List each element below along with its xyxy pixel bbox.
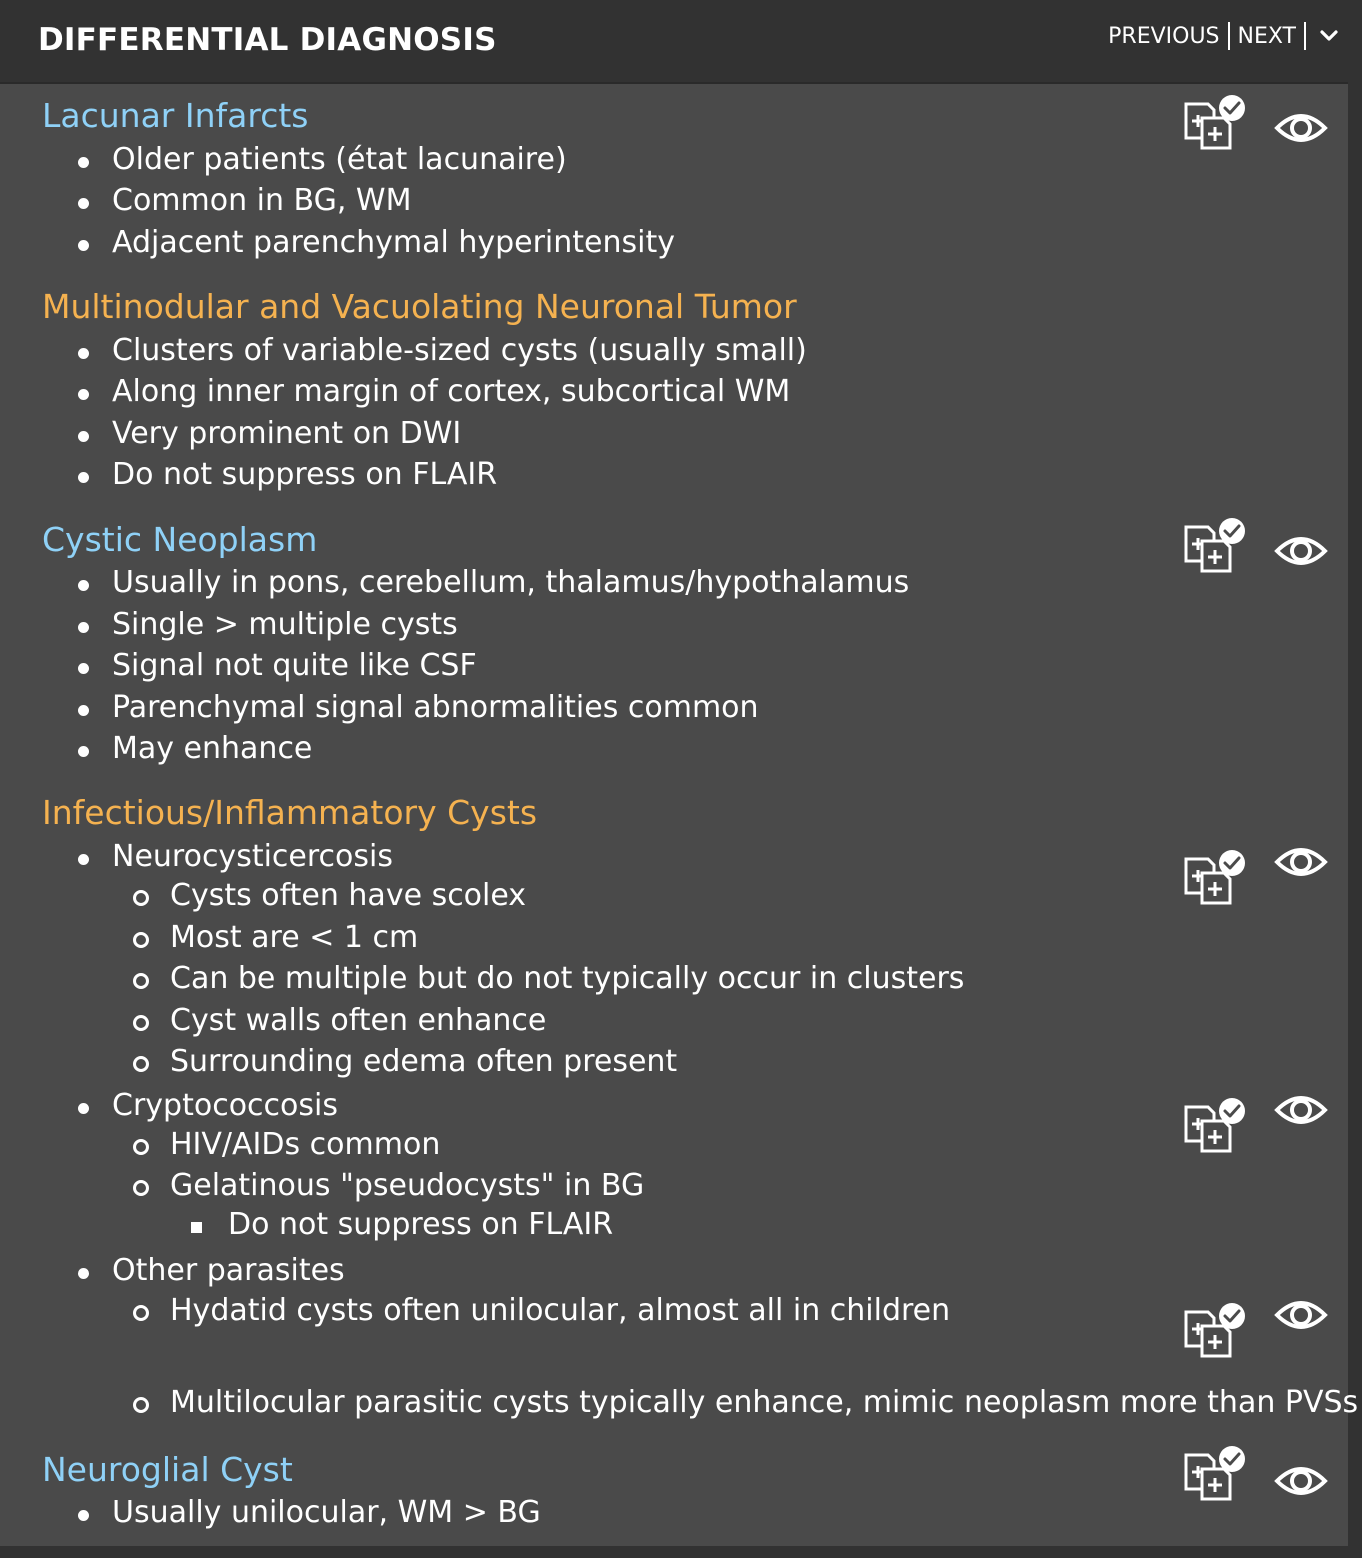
bullet bbox=[78, 348, 89, 359]
compare-cases-icon[interactable] bbox=[1182, 1302, 1248, 1358]
list-item: May enhance bbox=[112, 731, 312, 766]
eye-icon[interactable] bbox=[1274, 842, 1328, 882]
list-item: Parenchymal signal abnormalities common bbox=[112, 690, 759, 725]
compare-cases-icon[interactable] bbox=[1182, 1445, 1248, 1501]
list-item: Older patients (état lacunaire) bbox=[112, 142, 567, 177]
page-title: DIFFERENTIAL DIAGNOSIS bbox=[38, 22, 497, 58]
bullet bbox=[133, 1397, 149, 1413]
list-item: Usually unilocular, WM > BG bbox=[112, 1495, 541, 1530]
previous-button[interactable]: PREVIOUS bbox=[1108, 23, 1220, 49]
list-item: Clusters of variable-sized cysts (usually small) bbox=[112, 333, 807, 368]
nav-divider bbox=[1304, 22, 1306, 50]
list-item-neurocysticercosis[interactable]: Neurocysticercosis bbox=[112, 839, 393, 874]
next-button[interactable]: NEXT bbox=[1237, 23, 1296, 49]
bullet bbox=[133, 890, 149, 906]
panel-header bbox=[0, 0, 1348, 84]
bullet bbox=[78, 622, 89, 633]
list-item: Cysts often have scolex bbox=[170, 878, 526, 913]
bullet bbox=[133, 1139, 149, 1155]
list-item-hydatid-cysts[interactable]: Hydatid cysts often unilocular, almost all in children bbox=[170, 1293, 950, 1328]
bullet bbox=[191, 1222, 202, 1233]
list-item: Cyst walls often enhance bbox=[170, 1003, 546, 1038]
list-item: Do not suppress on FLAIR bbox=[228, 1207, 613, 1242]
heading-cystic-neoplasm[interactable]: Cystic Neoplasm bbox=[42, 520, 318, 559]
bullet bbox=[78, 472, 89, 483]
list-item: Single > multiple cysts bbox=[112, 607, 458, 642]
list-item: HIV/AIDs common bbox=[170, 1127, 440, 1162]
list-item: Gelatinous "pseudocysts" in BG bbox=[170, 1168, 644, 1203]
bullet bbox=[133, 1056, 149, 1072]
list-item-cryptococcosis[interactable]: Cryptococcosis bbox=[112, 1088, 338, 1123]
heading-infectious-inflammatory-cysts: Infectious/Inflammatory Cysts bbox=[42, 793, 538, 832]
bullet bbox=[133, 1305, 149, 1321]
compare-cases-icon[interactable] bbox=[1182, 1097, 1248, 1153]
eye-icon[interactable] bbox=[1274, 1461, 1328, 1501]
bullet bbox=[78, 580, 89, 591]
bullet bbox=[78, 431, 89, 442]
heading-neuroglial-cyst[interactable]: Neuroglial Cyst bbox=[42, 1450, 293, 1489]
bullet bbox=[78, 746, 89, 757]
bullet bbox=[78, 663, 89, 674]
bullet bbox=[78, 389, 89, 400]
list-item: Most are < 1 cm bbox=[170, 920, 418, 955]
eye-icon[interactable] bbox=[1274, 1295, 1328, 1335]
list-item: Multilocular parasitic cysts typically enhance, mimic neoplasm more than PVSs bbox=[170, 1385, 1358, 1420]
bullet bbox=[78, 240, 89, 251]
compare-cases-icon[interactable] bbox=[1182, 94, 1248, 150]
bullet bbox=[78, 1268, 89, 1279]
list-item: Very prominent on DWI bbox=[112, 416, 461, 451]
bullet bbox=[133, 1180, 149, 1196]
list-item: Surrounding edema often present bbox=[170, 1044, 677, 1079]
list-item: Along inner margin of cortex, subcortical WM bbox=[112, 374, 790, 409]
list-item: Signal not quite like CSF bbox=[112, 648, 477, 683]
bullet bbox=[133, 973, 149, 989]
bullet bbox=[78, 1510, 89, 1521]
bullet bbox=[133, 1015, 149, 1031]
bullet bbox=[78, 198, 89, 209]
list-item: Common in BG, WM bbox=[112, 183, 411, 218]
list-item: Can be multiple but do not typically occur in clusters bbox=[170, 961, 964, 996]
compare-cases-icon[interactable] bbox=[1182, 517, 1248, 573]
compare-cases-icon[interactable] bbox=[1182, 849, 1248, 905]
list-item: Usually in pons, cerebellum, thalamus/hypothalamus bbox=[112, 565, 909, 600]
panel-footer-bar bbox=[0, 1546, 1348, 1558]
bullet bbox=[78, 157, 89, 168]
list-item: Do not suppress on FLAIR bbox=[112, 457, 497, 492]
bullet bbox=[78, 854, 89, 865]
eye-icon[interactable] bbox=[1274, 108, 1328, 148]
bullet bbox=[78, 1103, 89, 1114]
pager-nav bbox=[1108, 22, 1340, 50]
list-item: Adjacent parenchymal hyperintensity bbox=[112, 225, 675, 260]
bullet bbox=[78, 705, 89, 716]
eye-icon[interactable] bbox=[1274, 1090, 1328, 1130]
list-item-other-parasites: Other parasites bbox=[112, 1253, 345, 1288]
nav-divider bbox=[1228, 22, 1230, 50]
heading-lacunar-infarcts[interactable]: Lacunar Infarcts bbox=[42, 96, 309, 135]
chevron-down-icon[interactable] bbox=[1318, 25, 1340, 47]
bullet bbox=[133, 932, 149, 948]
heading-mvnt: Multinodular and Vacuolating Neuronal Tumor bbox=[42, 287, 797, 326]
eye-icon[interactable] bbox=[1274, 531, 1328, 571]
